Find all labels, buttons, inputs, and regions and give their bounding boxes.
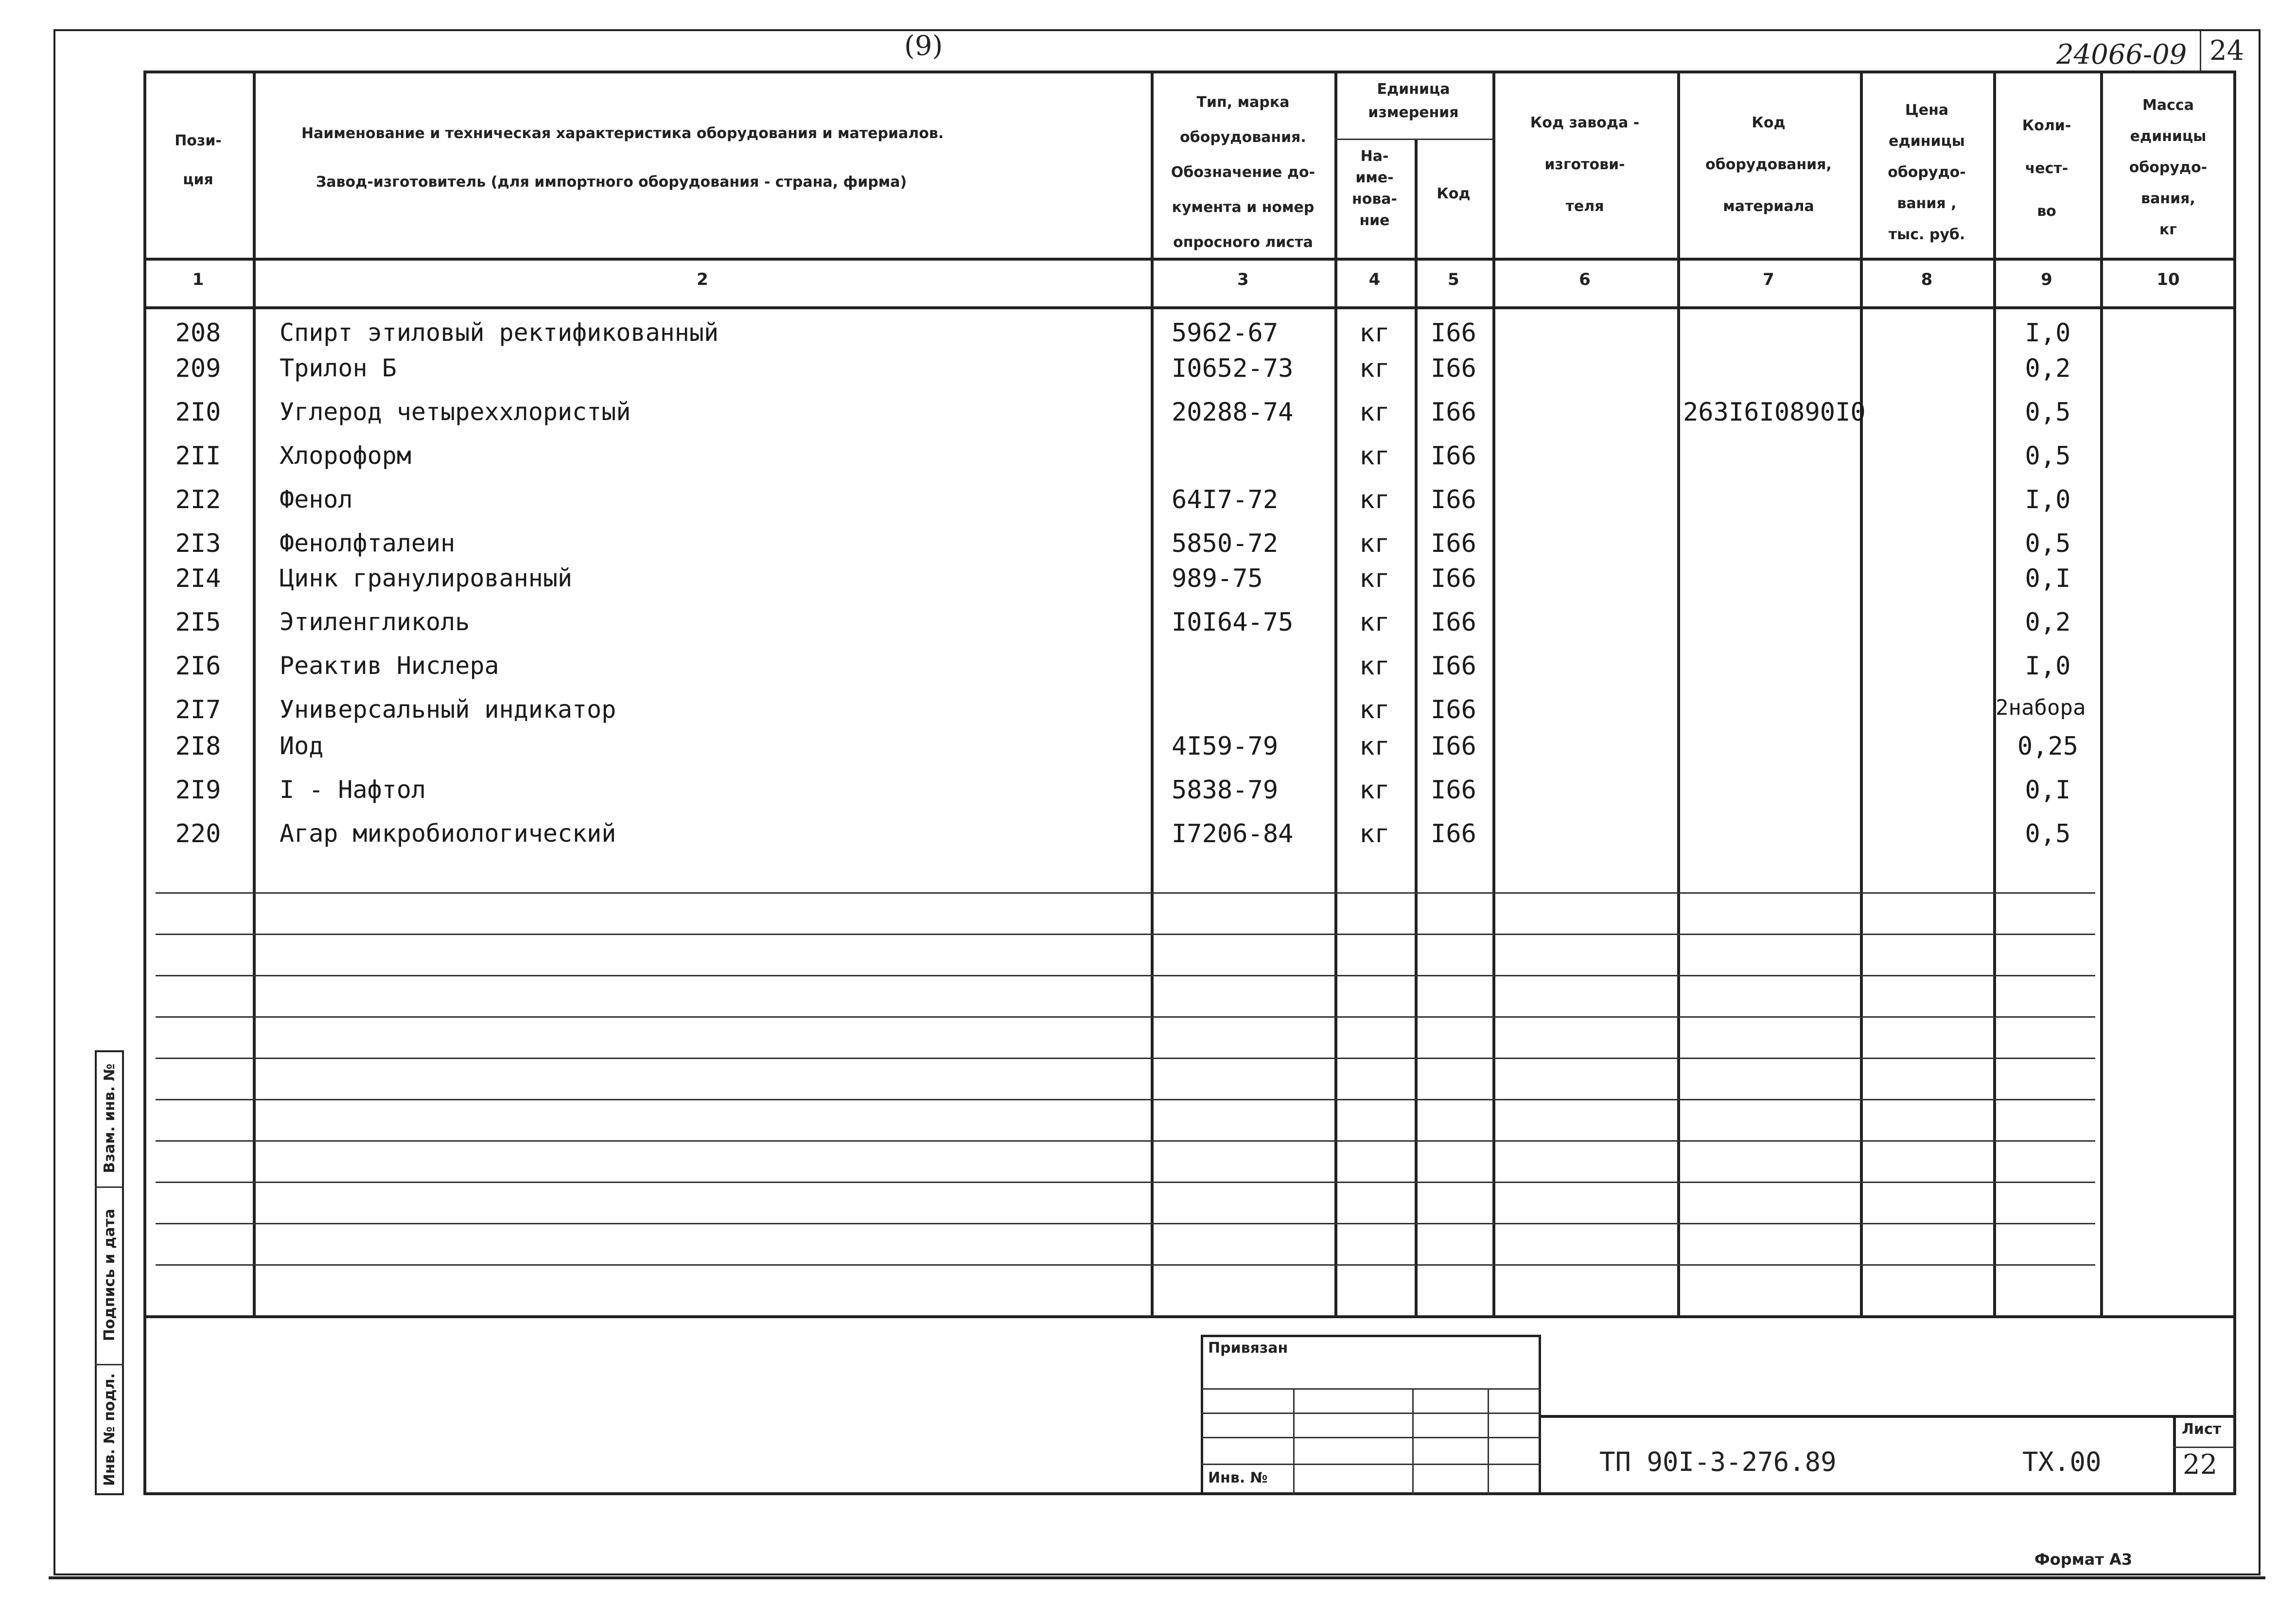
cell-qty: 0,2 (2025, 354, 2071, 383)
cell-code: I66 (1431, 564, 1476, 593)
cell-unit: кг (1359, 695, 1390, 724)
cell-code: I66 (1431, 652, 1476, 681)
cell-qty: 0,I (2025, 564, 2071, 593)
cell-qty: 0,I (2025, 776, 2071, 805)
doc-designation: ТП 90I-3-276.89 (1599, 1447, 1837, 1477)
cell-qty: 0,5 (2025, 398, 2071, 427)
cell-name: Спирт этиловый ректификованный (280, 318, 719, 347)
cell-pos: 2I3 (175, 529, 221, 558)
cell-name: Фенол (280, 485, 353, 513)
header-name: Наименование и техническая характеристика оборудования и материалов. Завод-изготовитель (для импортного оборудования - страна, фирма) (301, 125, 944, 191)
cell-qty: I,0 (2025, 652, 2071, 681)
col-number-9: 9 (2041, 270, 2052, 289)
col-number-3: 3 (1237, 270, 1249, 289)
corner-code: 24066-09 (2056, 39, 2187, 71)
cell-pos: 2I6 (175, 652, 221, 681)
cell-pos: 2I7 (175, 695, 221, 724)
cell-unit: кг (1359, 354, 1390, 383)
cell-name: Агар микробиологический (280, 819, 616, 848)
cell-doc: I0652-73 (1172, 354, 1294, 383)
cell-qty: I,0 (2025, 318, 2071, 348)
cell-code: I66 (1431, 318, 1476, 348)
cell-code: I66 (1431, 529, 1476, 558)
cell-qty: 0,5 (2025, 529, 2071, 558)
cell-unit: кг (1359, 318, 1390, 348)
col-number-6: 6 (1579, 270, 1591, 289)
cell-doc: 5838-79 (1172, 776, 1279, 805)
cell-pos: 2I8 (175, 732, 221, 761)
cell-pos: 2I0 (175, 398, 221, 427)
cell-unit: кг (1359, 485, 1390, 514)
sheet-label: Лист (2182, 1421, 2222, 1438)
linked-label: Привязан (1208, 1340, 1288, 1357)
cell-qty: 2набора (1996, 695, 2086, 720)
cell-pos: 220 (175, 819, 221, 848)
header-unit-group: Единица измерения (1368, 81, 1459, 121)
cell-unit: кг (1359, 732, 1390, 761)
col-number-10: 10 (2156, 270, 2180, 289)
cell-doc: I0I64-75 (1172, 608, 1294, 637)
sheet-total: 24 (2209, 35, 2244, 67)
cell-pos: 2II (175, 442, 221, 471)
cell-doc: 64I7-72 (1172, 485, 1279, 514)
cell-pos: 209 (175, 354, 221, 383)
cell-code: I66 (1431, 819, 1476, 848)
cell-code: I66 (1431, 485, 1476, 514)
sheet-number: 22 (2183, 1449, 2218, 1481)
header-factory-code: Код завода - изготови- теля (1530, 114, 1640, 215)
cell-name: Хлороформ (280, 442, 411, 470)
col-number-2: 2 (697, 270, 708, 289)
sidebar-inv-orig: Инв. № подл. (101, 1373, 118, 1486)
sidebar-sign-date: Подпись и дата (101, 1208, 118, 1342)
cell-pos: 2I5 (175, 608, 221, 637)
cell-name: Иод (280, 732, 324, 760)
cell-name: Реактив Нислера (280, 652, 499, 680)
cell-pos: 2I4 (175, 564, 221, 593)
cell-code: I66 (1431, 442, 1476, 471)
header-mass: Масса единицы оборудо- вания, кг (2129, 97, 2208, 238)
col-number-5: 5 (1448, 270, 1459, 289)
cell-doc: 20288-74 (1172, 398, 1294, 427)
cell-name: Универсальный индикатор (280, 695, 616, 724)
col-number-4: 4 (1368, 270, 1381, 289)
col-number-1: 1 (192, 270, 204, 289)
col-number-7: 7 (1763, 270, 1774, 289)
cell-doc: 989-75 (1172, 564, 1263, 593)
cell-qty: 0,5 (2025, 442, 2071, 471)
cell-qty: I,0 (2025, 485, 2071, 514)
cell-code: I66 (1431, 608, 1476, 637)
page-top-number: (9) (904, 30, 943, 62)
cell-code: I66 (1431, 398, 1476, 427)
header-unit-name: На- име- нова- ние (1351, 148, 1398, 229)
cell-doc: 5962-67 (1172, 318, 1279, 348)
header-unit-code: Код (1437, 185, 1471, 202)
cell-unit: кг (1359, 608, 1390, 637)
cell-unit: кг (1359, 564, 1390, 593)
cell-name: I - Нафтол (280, 776, 426, 804)
sidebar-inv-replace: Взам. инв. № (101, 1063, 118, 1173)
cell-unit: кг (1359, 776, 1390, 805)
cell-unit: кг (1359, 652, 1390, 681)
cell-unit: кг (1359, 819, 1390, 848)
header-quantity: Коли- чест- во (2022, 117, 2071, 220)
header-price: Цена единицы оборудо- вания , тыс. руб. (1888, 102, 1966, 243)
cell-name: Углерод четыреххлористый (280, 398, 631, 426)
cell-unit: кг (1359, 442, 1390, 471)
cell-name: Этиленгликоль (280, 608, 470, 636)
cell-code: I66 (1431, 354, 1476, 383)
cell-code: I66 (1431, 776, 1476, 805)
cell-code: I66 (1431, 732, 1476, 761)
cell-qty: 0,5 (2025, 819, 2071, 848)
header-type-doc: Тип, марка оборудования. Обозначение до- кумента и номер опросного листа (1171, 94, 1315, 251)
header-position: Пози- ция (175, 132, 222, 188)
cell-name: Цинк гранулированный (280, 564, 573, 592)
cell-doc: 5850-72 (1172, 529, 1279, 558)
cell-qty: 0,25 (2017, 732, 2079, 761)
cell-unit: кг (1359, 529, 1390, 558)
stamp-inv-label: Инв. № (1208, 1469, 1268, 1486)
cell-doc: I7206-84 (1172, 819, 1294, 848)
cell-pos: 2I9 (175, 776, 221, 805)
format-label: Формат А3 (2034, 1550, 2133, 1569)
header-material-code: Код оборудования, материала (1705, 114, 1832, 215)
col-number-8: 8 (1921, 270, 1933, 289)
cell-doc: 4I59-79 (1172, 732, 1279, 761)
cell-pos: 2I2 (175, 485, 221, 514)
cell-name: Фенолфталеин (280, 529, 456, 557)
cell-unit: кг (1359, 398, 1390, 427)
cell-pos: 208 (175, 318, 221, 348)
cell-material-code: 263I6I0890I0 (1683, 398, 1866, 427)
doc-section: ТХ.00 (2022, 1447, 2102, 1477)
cell-qty: 0,2 (2025, 608, 2071, 637)
cell-code: I66 (1431, 695, 1476, 724)
cell-name: Трилон Б (280, 354, 397, 382)
